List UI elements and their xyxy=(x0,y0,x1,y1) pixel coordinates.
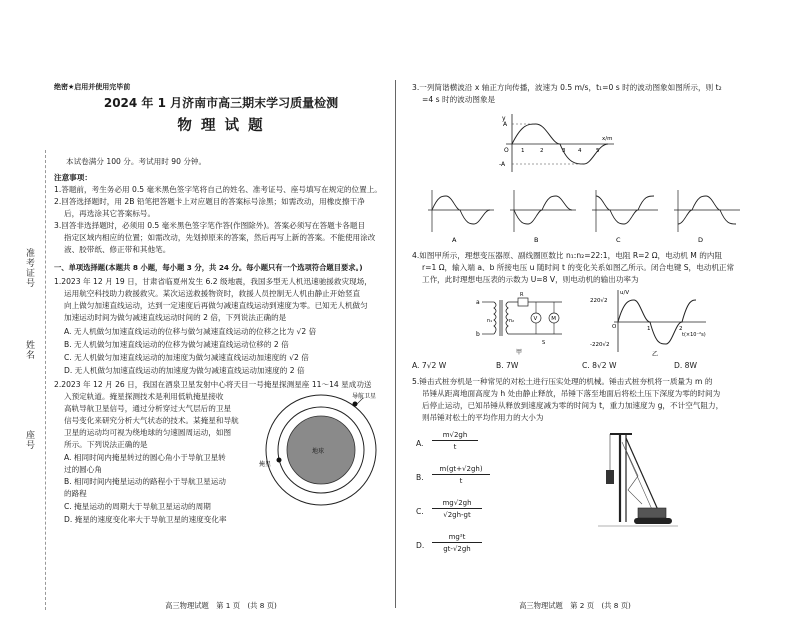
q5-option-d xyxy=(416,532,536,560)
q5-option-denominator: t xyxy=(453,443,457,451)
note-line: 3.回答非选择题时，必须用 0.5 毫米黑色签字笔作答(作图除外)。答案必须写在答题卡各题目 xyxy=(54,221,366,230)
machine-body xyxy=(638,508,666,518)
secret-label: 绝密★启用并使用完毕前 xyxy=(54,83,131,91)
terminal-b: b xyxy=(476,331,480,338)
q4-option-a: A. 7√2 W xyxy=(412,361,447,370)
q2-option-c: C. 掩星运动的周期大于导航卫星运动的周期 xyxy=(64,502,211,511)
binding-label-seat: 座号 xyxy=(24,430,34,450)
q5-option-key: D. xyxy=(416,541,425,550)
q1-option-b: B. 无人机做匀加速直线运动的位移为做匀减速直线运动位移的 2 倍 xyxy=(64,340,289,349)
amp-neg-label: -A xyxy=(499,161,506,168)
hammer xyxy=(606,470,614,484)
page-2 xyxy=(402,78,748,617)
q5-option-numerator: mg√2gh xyxy=(432,498,482,509)
q5-option-denominator: gt-√2gh xyxy=(443,545,471,553)
origin-label: O xyxy=(504,147,509,154)
note-line: 液、胶带纸、修正带和其他笔。 xyxy=(64,245,171,254)
exam-title: 2024 年 1 月济南市高三期末学习质量检测 xyxy=(103,96,339,110)
origin-label: O xyxy=(612,324,617,330)
fig-label-yi: 乙 xyxy=(652,351,659,358)
q1-option-c: C. 无人机做匀加速直线运动的加速度为做匀减速直线运动加速度的 √2 倍 xyxy=(64,353,309,362)
q2-stem-line: 入预定轨道。掩星探测技术是利用低轨掩星接收 xyxy=(64,392,224,401)
q2-stem-line: 信号变化来研究分析大气状态的技术。某掩星和导航 xyxy=(64,416,239,425)
q2-option-b: B. 相同时间内掩星运动的路程小于导航卫星运动 xyxy=(64,477,226,486)
t-axis-label: t(×10⁻²s) xyxy=(682,332,706,338)
q3-option-c-graph xyxy=(592,190,658,244)
q5-option-denominator: √2gh-gt xyxy=(443,511,471,519)
q3-option-label: C xyxy=(616,236,621,244)
occultation-satellite-dot xyxy=(277,458,282,463)
resistor-R xyxy=(518,298,528,306)
machine-track xyxy=(634,518,672,524)
tick-label: 3 xyxy=(562,148,566,154)
tick-label: 2 xyxy=(540,148,544,154)
q4-stem-line: 工作，此时理想电压表的示数为 U=8 V，则电动机的输出功率为 xyxy=(422,275,639,284)
amp-pos-label: A xyxy=(503,121,508,128)
subject-title: 物 理 试 题 xyxy=(177,118,265,134)
q5-option-key: B. xyxy=(416,473,424,482)
notes-heading: 注意事项： xyxy=(54,173,92,182)
q3-option-a-graph xyxy=(428,190,494,244)
column-divider xyxy=(395,80,396,608)
nav-satellite-dot xyxy=(353,402,358,407)
q3-option-d-graph xyxy=(674,190,740,244)
q2-option-a-cont: 过的圆心角 xyxy=(64,465,102,474)
q5-option-numerator: m√2gh xyxy=(432,430,478,441)
q1-stem-line: 向上做匀加速直线运动，达到一定速度后再做匀减速直线运动到速度为零。已知无人机做匀 xyxy=(64,301,368,310)
earth-label: 地球 xyxy=(312,448,325,455)
q2-stem-line: 所示。下列说法正确的是 xyxy=(64,440,148,449)
q1-option-a: A. 无人机做匀加速直线运动的位移与做匀减速直线运动的位移之比为 √2 倍 xyxy=(64,327,317,336)
q3-stem-line: 3.一列简谐横波沿 x 轴正方向传播，波速为 0.5 m/s，t₁=0 s 时的波动图象如图所示，则 t₂ xyxy=(412,83,722,92)
q5-stem-line: 后停止运动，已知吊锤从释放到速度减为零的时间为 t，重力加速度为 g，不计空气阻力， xyxy=(422,401,724,410)
q2-stem-line: 高轨导航卫星信号，通过分析穿过大气层后的卫星 xyxy=(64,404,232,413)
secondary-coil xyxy=(506,302,508,334)
u-axis-label: u/V xyxy=(620,290,630,296)
q4-stem-line: 4.如图甲所示，理想变压器原、副线圈匝数比 n₁:n₂=22:1，电阻 R=2 Ω，电动机 M 的内阻 xyxy=(412,251,723,260)
q5-stem-line: 5.锤击式桩夯机是一种常见的对松土进行压实处理的机械。锤击式桩夯机将一质量为 m 的 xyxy=(412,377,713,386)
n2-label: n₂ xyxy=(509,318,515,324)
resistor-label: R xyxy=(520,292,524,298)
q4-option-c: C. 8√2 W xyxy=(582,361,617,370)
q3-option-label: A xyxy=(452,236,457,244)
fig-label-jia: 甲 xyxy=(516,349,523,356)
note-line: 1.答题前，考生务必用 0.5 毫米黑色签字笔将自己的姓名、准考证号、座号填写在规定的位置上。 xyxy=(54,185,382,194)
note-line: 2.回答选择题时，用 2B 铅笔把答题卡上对应题目的答案标号涂黑；如需改动，用橡皮擦干净 xyxy=(54,197,365,206)
section-1-heading: 一、单项选择题(本题共 8 小题，每小题 3 分，共 24 分。每小题只有一个选项符合题目要求。) xyxy=(54,263,363,272)
motor-label: M xyxy=(551,316,556,322)
q1-option-d: D. 无人机做匀加速直线运动的加速度为做匀减速直线运动加速度的 2 倍 xyxy=(64,366,305,375)
voltmeter-label: V xyxy=(533,316,538,322)
binding-dashed-line xyxy=(45,150,46,610)
q5-option-a xyxy=(416,430,536,458)
page-2-footer: 高三物理试题 第 2 页 (共 8 页) xyxy=(519,601,631,610)
q5-option-key: C. xyxy=(416,507,424,516)
q3-option-b-graph xyxy=(510,190,576,244)
q3-stem-line: =4 s 时的波动图象是 xyxy=(422,95,496,104)
tick-label: 1 xyxy=(521,148,525,154)
q4-stem-line: r=1 Ω，输入端 a、b 所接电压 u 随时间 t 的变化关系如图乙所示。闭合电键 S，电动机正常 xyxy=(422,263,735,272)
occultation-satellite-label: 掩星 xyxy=(259,461,272,468)
binding-label-exam-number: 准考证号 xyxy=(24,248,34,288)
q3-option-graphs xyxy=(424,188,746,244)
q4-voltage-graph xyxy=(590,286,710,358)
q1-stem-line: 运用航空科技助力救援救灾。某次运送救援物资时，救援人员控制无人机由静止开始竖直 xyxy=(64,289,361,298)
q5-option-c xyxy=(416,498,536,526)
page-1 xyxy=(54,78,388,617)
q4-option-b: B. 7W xyxy=(496,361,519,370)
page-1-footer: 高三物理试题 第 1 页 (共 8 页) xyxy=(165,601,277,610)
tick-label: 1 xyxy=(647,326,651,332)
q2-stem-line: 2.2023 年 12 月 26 日，我国在酒泉卫星发射中心将天目一号掩星探测星座 11～14 星成功送 xyxy=(54,380,372,389)
primary-coil xyxy=(494,302,496,334)
q5-stem-line: 吊锤从距离地面高度为 h 处由静止释放，吊锤下落至地面后将松土压下深度为零的时间为 xyxy=(422,389,721,398)
q5-stem-line: 则吊锤对松土的平均作用力的大小为 xyxy=(422,413,544,422)
pile-driver-figure xyxy=(598,430,678,534)
q5-option-numerator: m(gt+√2gh) xyxy=(432,464,490,475)
x-axis-label: x/m xyxy=(602,136,613,142)
u-max-label: 220√2 xyxy=(590,298,608,304)
q5-option-numerator: mg²t xyxy=(432,532,482,543)
tick-label: 4 xyxy=(578,148,582,154)
terminal-a: a xyxy=(476,299,480,306)
q4-option-d: D. 8W xyxy=(674,361,698,370)
tick-label: 2 xyxy=(679,326,683,332)
nav-satellite-label: 导航卫星 xyxy=(352,393,377,400)
u-min-label: -220√2 xyxy=(590,342,610,348)
q3-option-label: B xyxy=(534,236,539,244)
q5-option-denominator: t xyxy=(459,477,463,485)
note-line: 指定区域内相应的位置；如需改动，先划掉原来的答案，然后再写上新的答案。不能使用涂改 xyxy=(64,233,376,242)
note-line: 后，再选涂其它答案标号。 xyxy=(64,209,156,218)
q5-option-b xyxy=(416,464,536,492)
y-axis-label: y xyxy=(502,115,506,122)
binding-strip xyxy=(0,0,52,631)
q2-stem-line: 卫星的运动均可视为绕地球的匀速圆周运动，如图 xyxy=(64,428,232,437)
q3-option-label: D xyxy=(698,236,704,244)
q2-option-b-cont: 的路程 xyxy=(64,489,87,498)
q4-circuit-figure xyxy=(476,292,568,358)
binding-label-name: 姓名 xyxy=(24,340,34,360)
q3-main-wave-graph xyxy=(492,112,618,174)
orbit-figure xyxy=(259,390,383,508)
q1-stem-line: 1.2023 年 12 月 19 日，甘肃省临夏州发生 6.2 级地震，我国多型无人机迅速驰援救灾现场， xyxy=(54,277,372,286)
q1-stem-line: 加速运动时间为做匀减速直线运动时间的 2 倍，下列说法正确的是 xyxy=(64,313,287,322)
switch-label: S xyxy=(542,340,546,346)
q5-option-key: A. xyxy=(416,439,424,448)
n1-label: n₁ xyxy=(487,318,493,324)
q2-option-a: A. 相同时间内掩星转过的圆心角小于导航卫星转 xyxy=(64,453,226,462)
exam-intro: 本试卷满分 100 分。考试用时 90 分钟。 xyxy=(66,157,207,166)
q2-option-d: D. 掩星的速度变化率大于导航卫星的速度变化率 xyxy=(64,515,227,524)
tick-label: 5 xyxy=(596,148,600,154)
brace xyxy=(626,438,658,510)
